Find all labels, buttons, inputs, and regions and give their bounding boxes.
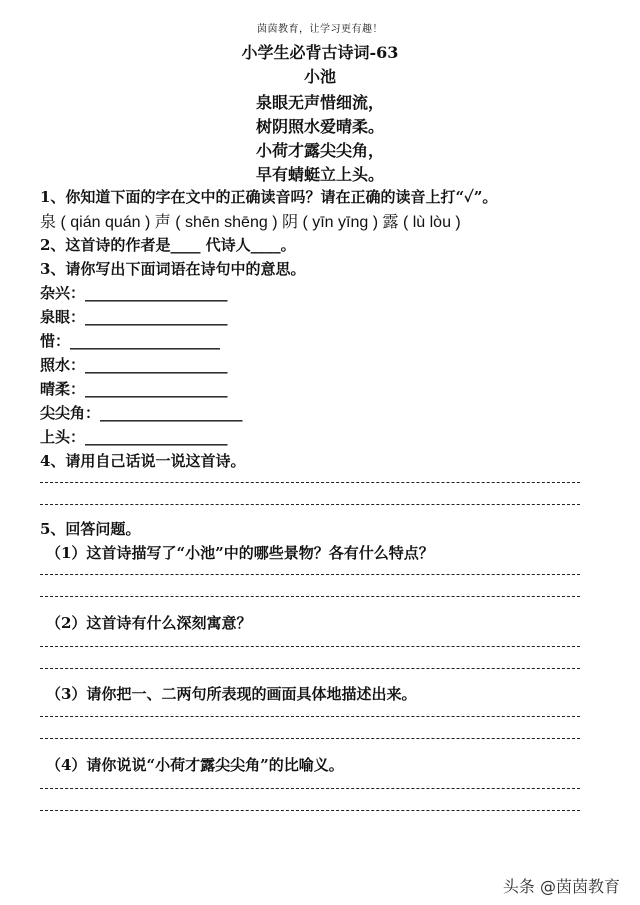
page-header: 茵茵教育，让学习更有趣！ <box>257 24 383 35</box>
pinyin-char: 泉 <box>40 212 57 231</box>
answer-line[interactable] <box>40 596 580 597</box>
pinyin-options <box>40 209 461 232</box>
answer-line[interactable] <box>40 574 580 575</box>
answer-blank[interactable]: ___________________ <box>85 308 228 326</box>
question-5: 5、回答问题。 <box>40 520 141 538</box>
poem-line: 泉眼无声惜细流， <box>255 93 384 112</box>
word-label: 泉眼： <box>40 308 86 326</box>
answer-line[interactable] <box>40 668 580 669</box>
answer-blank[interactable]: ____________________ <box>70 332 221 350</box>
word-label: 杂兴： <box>40 284 86 302</box>
word-label: 上头： <box>40 428 86 446</box>
sub-question-2: （2）这首诗有什么深刻寓意？ <box>46 614 252 632</box>
answer-blank[interactable]: ___________________ <box>85 428 228 446</box>
sub-question-4: （4）请你说说“小荷才露尖尖角”的比喻义。 <box>46 756 344 774</box>
answer-line[interactable] <box>40 810 580 811</box>
answer-line[interactable] <box>40 646 580 647</box>
word-label: 惜： <box>40 332 71 350</box>
answer-line[interactable] <box>40 716 580 717</box>
answer-blank[interactable]: ___________________ <box>85 380 228 398</box>
question-2: 2、这首诗的作者是____ 代诗人____。 <box>40 236 296 254</box>
sub-question-1: （1）这首诗描写了“小池”中的哪些景物？各有什么特点？ <box>46 544 434 562</box>
watermark: 头条 @茵茵教育 <box>502 877 620 896</box>
pinyin-choice[interactable]: ( yīn yīng ) <box>302 214 379 231</box>
pinyin-char: 露 <box>382 212 399 231</box>
worksheet-title: 小学生必背古诗词-63 <box>241 43 399 62</box>
word-label: 尖尖角： <box>40 404 101 422</box>
poem-line: 早有蜻蜓立上头。 <box>255 165 384 184</box>
question-1: 1、你知道下面的字在文中的正确读音吗？请在正确的读音上打“✓”。 <box>40 188 498 206</box>
pinyin-char: 声 <box>154 212 171 231</box>
answer-blank[interactable]: ___________________ <box>85 356 228 374</box>
question-4: 4、请用自己话说一说这首诗。 <box>40 452 246 470</box>
poem-line: 小荷才露尖尖角， <box>255 141 384 160</box>
pinyin-choice[interactable]: ( qián quán ) <box>60 214 151 231</box>
poem-line: 树阴照水爱晴柔。 <box>255 117 384 136</box>
answer-line[interactable] <box>40 482 580 483</box>
word-row <box>40 306 228 327</box>
word-row <box>40 354 228 375</box>
pinyin-choice[interactable]: ( lù lòu ) <box>402 214 461 231</box>
word-row <box>40 378 228 399</box>
answer-blank[interactable]: ___________________ <box>100 404 243 422</box>
answer-line[interactable] <box>40 738 580 739</box>
question-3: 3、请你写出下面词语在诗句中的意思。 <box>40 260 306 278</box>
pinyin-choice[interactable]: ( shēn shēng ) <box>175 214 278 231</box>
answer-line[interactable] <box>40 504 580 505</box>
answer-line[interactable] <box>40 788 580 789</box>
word-label: 晴柔： <box>40 380 86 398</box>
word-row <box>40 282 228 303</box>
pinyin-char: 阴 <box>281 212 298 231</box>
sub-question-3: （3）请你把一、二两句所表现的画面具体地描述出来。 <box>46 685 417 703</box>
answer-blank[interactable]: ___________________ <box>85 284 228 302</box>
word-row <box>40 426 228 447</box>
word-label: 照水： <box>40 356 86 374</box>
poem-title: 小池 <box>303 67 336 86</box>
word-row <box>40 330 220 351</box>
word-row <box>40 402 243 423</box>
